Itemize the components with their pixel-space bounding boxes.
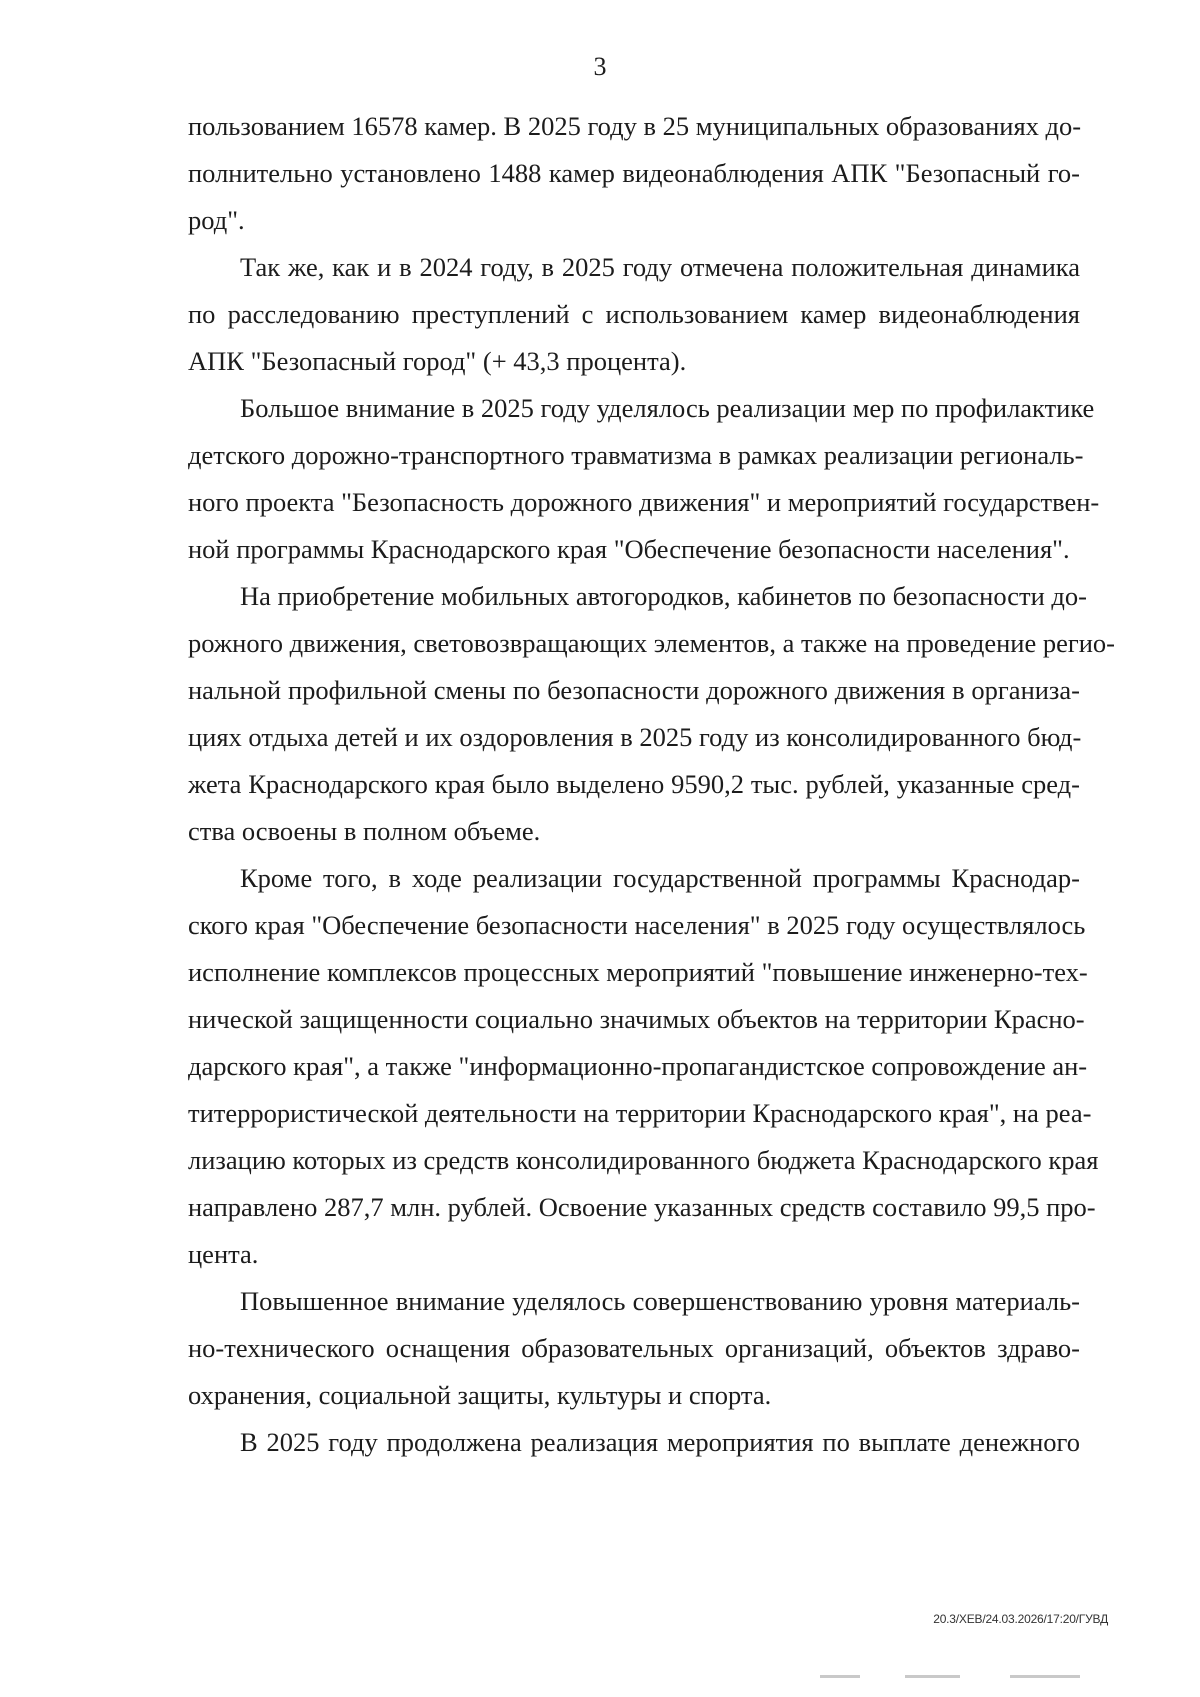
text-line: Повышенное внимание уделялось совершенствованию уровня материаль-	[240, 1286, 1080, 1316]
text-line: но-технического оснащения образовательных организаций, объектов здраво-	[188, 1333, 1080, 1363]
text-line: ного проекта "Безопасность дорожного движения" и мероприятий государствен-	[188, 487, 1100, 517]
text-line: титеррористической деятельности на территории Краснодарского края", на реа-	[188, 1098, 1092, 1128]
paragraph	[188, 244, 1080, 385]
text-line: Кроме того, в ходе реализации государственной программы Краснодар-	[240, 863, 1080, 893]
scan-artifact	[905, 1675, 960, 1678]
paragraph	[188, 855, 1099, 1278]
text-line: ной программы Краснодарского края "Обеспечение безопасности населения".	[188, 534, 1070, 564]
document-body	[188, 103, 1115, 1466]
text-line: охранения, социальной защиты, культуры и спорта.	[188, 1380, 772, 1410]
text-line: дарского края", а также "информационно-пропагандистское сопровождение ан-	[188, 1051, 1088, 1081]
text-line: В 2025 году продолжена реализация мероприятия по выплате денежного	[240, 1427, 1080, 1457]
text-line: жета Краснодарского края было выделено 9590,2 тыс. рублей, указанные сред-	[188, 769, 1080, 799]
text-line: Так же, как и в 2024 году, в 2025 году отмечена положительная динамика	[240, 252, 1080, 282]
text-line: исполнение комплексов процессных мероприятий "повышение инженерно-тех-	[188, 957, 1088, 987]
scan-artifact	[1010, 1675, 1080, 1678]
text-line: полнительно установлено 1488 камер видеонаблюдения АПК "Безопасный го-	[188, 158, 1080, 188]
text-line: циях отдыха детей и их оздоровления в 2025 году из консолидированного бюд-	[188, 722, 1082, 752]
paragraph	[188, 1278, 1080, 1419]
text-line: ского края "Обеспечение безопасности населения" в 2025 году осуществлялось	[188, 910, 1086, 940]
text-line: нальной профильной смены по безопасности дорожного движения в организа-	[188, 675, 1080, 705]
page-number: 3	[593, 52, 607, 81]
text-line: нической защищенности социально значимых объектов на территории Красно-	[188, 1004, 1085, 1034]
text-line: На приобретение мобильных автогородков, кабинетов по безопасности до-	[240, 581, 1087, 611]
paragraph	[188, 1419, 1080, 1466]
text-line: пользованием 16578 камер. В 2025 году в 25 муниципальных образованиях до-	[188, 111, 1082, 141]
text-line: по расследованию преступлений с использованием камер видеонаблюдения	[188, 299, 1080, 329]
text-line: рожного движения, световозвращающих элементов, а также на проведение регио-	[188, 628, 1115, 658]
text-line: АПК "Безопасный город" (+ 43,3 процента).	[188, 346, 687, 376]
paragraph	[188, 385, 1100, 573]
paragraph	[188, 573, 1115, 855]
text-line: ства освоены в полном объеме.	[188, 816, 541, 846]
text-line: детского дорожно-транспортного травматизма в рамках реализации региональ-	[188, 440, 1084, 470]
registration-stamp: 20.3/ХЕВ/24.03.2026/17:20/ГУВД	[933, 1612, 1108, 1626]
text-line: Большое внимание в 2025 году уделялось реализации мер по профилактике	[240, 393, 1095, 423]
text-line: направлено 287,7 млн. рублей. Освоение указанных средств составило 99,5 про-	[188, 1192, 1096, 1222]
text-line: цента.	[188, 1239, 259, 1269]
scan-artifact	[820, 1675, 860, 1678]
text-line: род".	[188, 205, 245, 235]
text-line: лизацию которых из средств консолидированного бюджета Краснодарского края	[188, 1145, 1099, 1175]
paragraph	[188, 103, 1080, 244]
